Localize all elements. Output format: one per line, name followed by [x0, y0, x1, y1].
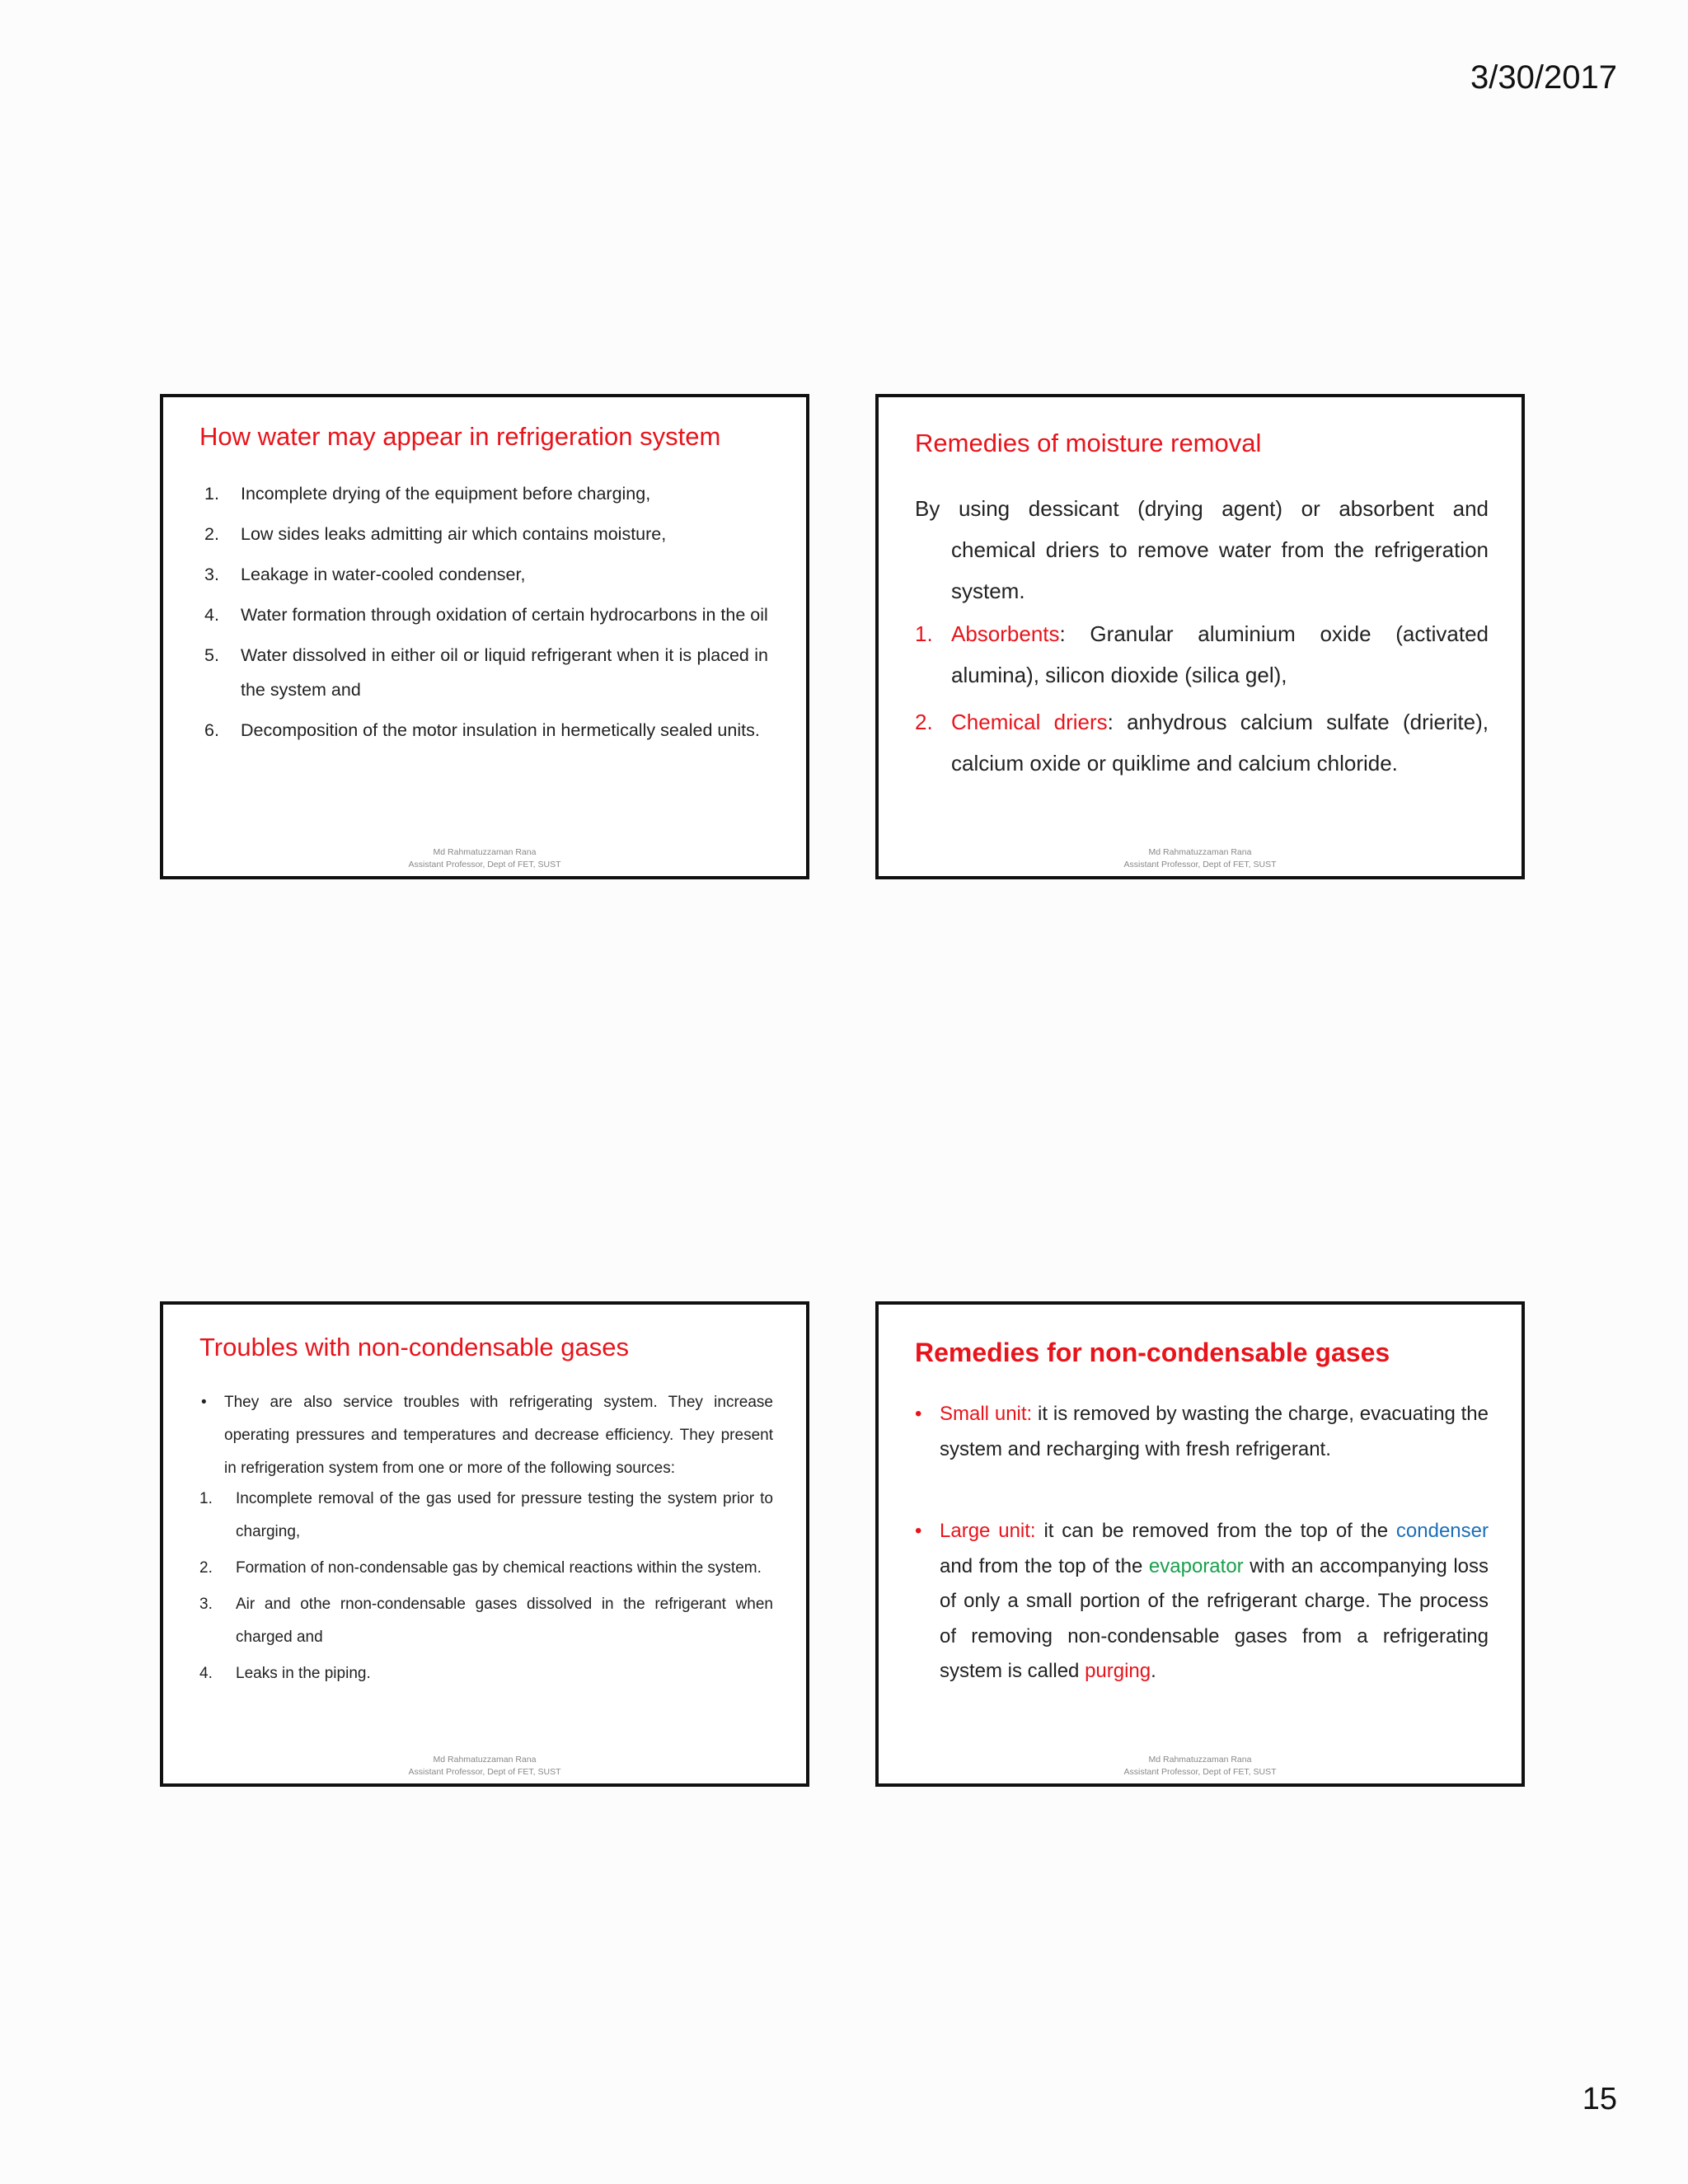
footer-affiliation: Assistant Professor, Dept of FET, SUST	[408, 1767, 561, 1777]
term-evaporator: evaporator	[1148, 1554, 1244, 1577]
intro-paragraph: By using dessicant (drying agent) or absorbent and chemical driers to remove water from the refrigeration system.	[915, 496, 1489, 603]
numbered-list	[915, 613, 1489, 784]
slide-moisture-remedies	[875, 394, 1525, 879]
list-item: 4. Leaks in the piping.	[199, 1665, 371, 1682]
list-item: • Small unit: it is removed by wasting the charge, evacuating the system and recharging with fresh refrigerant.	[915, 1397, 1489, 1467]
list-item: 2. Formation of non-condensable gas by chemical reactions within the system.	[199, 1559, 762, 1577]
term-condenser: condenser	[1395, 1520, 1489, 1542]
term-large-unit: Large unit:	[940, 1520, 1036, 1542]
term-absorbents: Absorbents	[951, 621, 1060, 646]
slide-title: Remedies of moisture removal	[915, 429, 1262, 457]
bullet-list-large-unit	[915, 1514, 1489, 1690]
bullet-icon: •	[915, 1403, 922, 1425]
slide-title: Troubles with non-condensable gases	[199, 1333, 630, 1361]
list-item: 4. Water formation through oxidation of certain hydrocarbons in the oil	[204, 605, 768, 625]
term-chemical-driers: Chemical driers	[951, 710, 1108, 734]
list-item: 2. Chemical driers: anhydrous calcium sulfate (drierite), calcium oxide or quiklime and calcium chloride.	[915, 710, 1489, 776]
page-number: 15	[1582, 2082, 1617, 2116]
bullet-list	[199, 1386, 773, 1485]
page-date: 3/30/2017	[1470, 59, 1617, 96]
slide-noncondensable-troubles	[160, 1301, 809, 1787]
footer-author: Md Rahmatuzzaman Rana	[1148, 847, 1252, 857]
footer-author: Md Rahmatuzzaman Rana	[1148, 1755, 1252, 1765]
numbered-list	[199, 1483, 773, 1694]
footer-author: Md Rahmatuzzaman Rana	[433, 1755, 537, 1765]
bullet-list-small-unit	[915, 1397, 1489, 1467]
slide-noncondensable-remedies	[875, 1301, 1525, 1787]
numbered-list	[199, 476, 768, 753]
list-item: 6. Decomposition of the motor insulation in hermetically sealed units.	[204, 720, 760, 740]
list-item: 3. Air and othe rnon-condensable gases dissolved in the refrigerant when charged and	[199, 1596, 773, 1646]
list-item: • Large unit: it can be removed from the top of the condenser and from the top of the evaporator with an accompanying loss of only a small portion of the refrigerant charge. The process of removing non-condensable gases from a refrigerating system is called purging.	[915, 1514, 1489, 1690]
list-item: 1. Absorbents: Granular aluminium oxide (activated alumina), silicon dioxide (silica gel),	[915, 621, 1489, 687]
slide-title: How water may appear in refrigeration system	[199, 422, 721, 451]
list-item: • They are also service troubles with refrigerating system. They increase operating pressures and temperatures and decrease efficiency. They present in refrigeration system from one or more of the following sources:	[199, 1386, 773, 1485]
term-small-unit: Small unit:	[940, 1403, 1033, 1425]
slide-footer	[163, 846, 806, 871]
footer-affiliation: Assistant Professor, Dept of FET, SUST	[408, 860, 561, 869]
list-item: 3. Leakage in water-cooled condenser,	[204, 565, 526, 584]
bullet-icon: •	[915, 1520, 922, 1542]
list-item: 1. Incomplete drying of the equipment before charging,	[204, 484, 651, 504]
bullet-icon: •	[201, 1394, 207, 1411]
footer-affiliation: Assistant Professor, Dept of FET, SUST	[1123, 1767, 1277, 1777]
slide-footer	[163, 1754, 806, 1779]
list-item: 2. Low sides leaks admitting air which contains moisture,	[204, 524, 667, 544]
footer-affiliation: Assistant Professor, Dept of FET, SUST	[1123, 860, 1277, 869]
footer-author: Md Rahmatuzzaman Rana	[433, 847, 537, 857]
list-item: 5. Water dissolved in either oil or liquid refrigerant when it is placed in the system and	[204, 645, 768, 700]
slide-title: Remedies for non-condensable gases	[915, 1338, 1390, 1367]
slide-footer	[879, 846, 1522, 871]
term-purging: purging	[1085, 1660, 1151, 1682]
list-item: 1. Incomplete removal of the gas used for pressure testing the system prior to charging,	[199, 1490, 773, 1540]
slide-water-appearance	[160, 394, 809, 879]
slide-footer	[879, 1754, 1522, 1779]
